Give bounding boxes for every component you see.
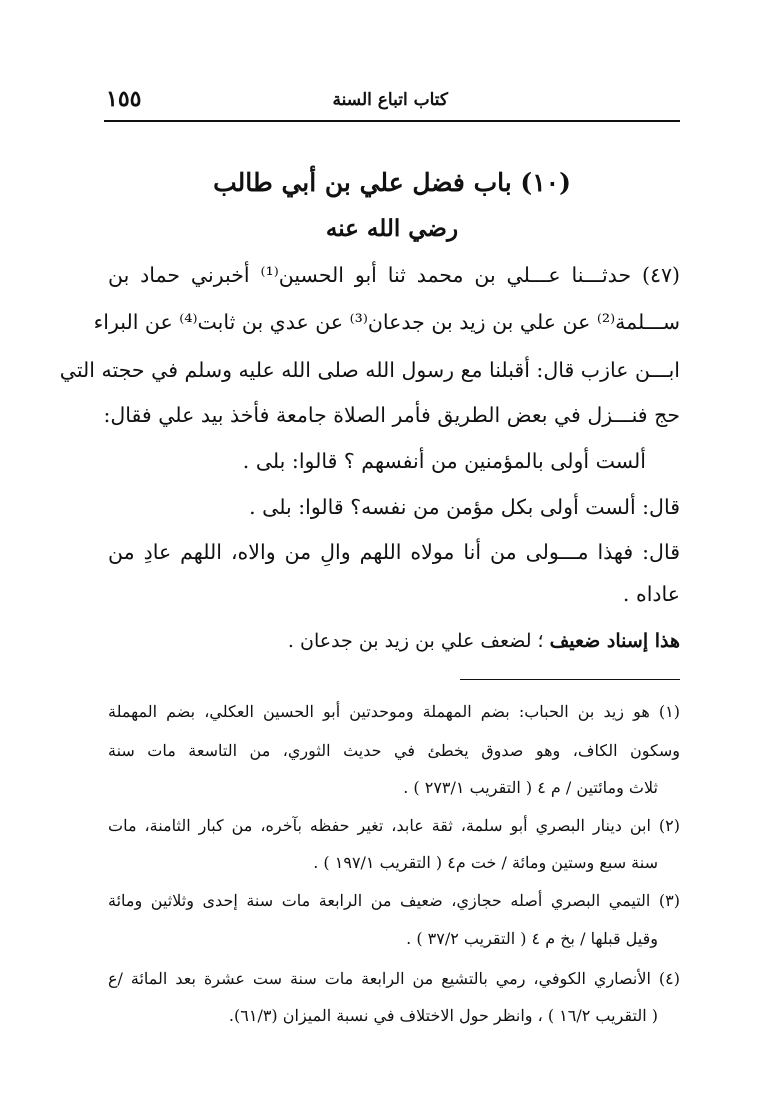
footnote-line: (٣) التيمي البصري أصله حجازي، ضعيف من الرابعة مات سنة إحدى وثلاثين ومائة [108, 891, 680, 910]
header-rule [104, 120, 680, 122]
chapter-title: (١٠) باب فضل علي بن أبي طالب [213, 168, 571, 197]
chapter-subtitle: رضي الله عنه [325, 215, 459, 242]
header-title: كتاب اتباع السنة [332, 90, 448, 110]
hadith-line: قال: فهذا مـــولى من أنا مولاه اللهم والِ من والاه، اللهم عادِ من [108, 540, 680, 564]
hadith-line: ســـلمة⁽²⁾ عن علي بن زيد بن جدعان⁽³⁾ عن عدي بن ثابت⁽⁴⁾ عن البراء [93, 310, 680, 334]
hadith-line: ألست أولى بالمؤمنين من أنفسهم ؟ قالوا: بلى . [242, 449, 646, 473]
verdict-rest: ؛ لضعف علي بن زيد بن جدعان . [287, 630, 550, 652]
footnote-separator [460, 679, 680, 680]
footnote-line: (٤) الأنصاري الكوفي، رمي بالتشيع من الرابعة مات سنة ست عشرة بعد المائة /ع [108, 969, 680, 988]
footnote-line: وسكون الكاف، وهو صدوق يخطئ في حديث الثوري، من التاسعة مات سنة [108, 741, 680, 760]
footnote-line: ( التقريب ١٦/٢ ) ، وانظر حول الاختلاف في نسبة الميزان (٦١/٣). [228, 1006, 658, 1025]
footnote-line: (١) هو زيد بن الحباب: بضم المهملة وموحدتين أبو الحسين العكلي، بضم المهملة [108, 702, 680, 721]
footnote-line: ثلاث ومائتين / م ٤ ( التقريب ٢٧٣/١ ) . [403, 778, 658, 797]
hadith-line: عاداه . [622, 582, 680, 606]
hadith-line: قال: ألست أولى بكل مؤمن من نفسه؟ قالوا: بلى . [249, 495, 680, 519]
isnad-verdict [120, 630, 680, 652]
verdict-bold: هذا إسناد ضعيف [549, 630, 680, 652]
hadith-line: (٤٧) حدثـــنا عـــلي بن محمد ثنا أبو الحسين⁽¹⁾ أخبرني حماد بن [108, 263, 680, 287]
hadith-line: ابـــن عازب قال: أقبلنا مع رسول الله صلى الله عليه وسلم في حجته التي [59, 358, 680, 382]
footnote-line: سنة سبع وستين ومائة / خت م٤ ( التقريب ١٩٧/١ ) . [313, 853, 658, 872]
footnote-line: (٢) ابن دينار البصري أبو سلمة، ثقة عابد، تغير حفظه بآخره، من كبار الثامنة، مات [108, 816, 680, 835]
footnote-line: وقيل قبلها / بخ م ٤ ( التقريب ٣٧/٢ ) . [406, 929, 658, 948]
running-header [104, 88, 680, 122]
hadith-line: حج فنـــزل في بعض الطريق فأمر الصلاة جامعة فأخذ بيد علي فقال: [103, 403, 680, 427]
page-number: ١٥٥ [106, 86, 142, 112]
